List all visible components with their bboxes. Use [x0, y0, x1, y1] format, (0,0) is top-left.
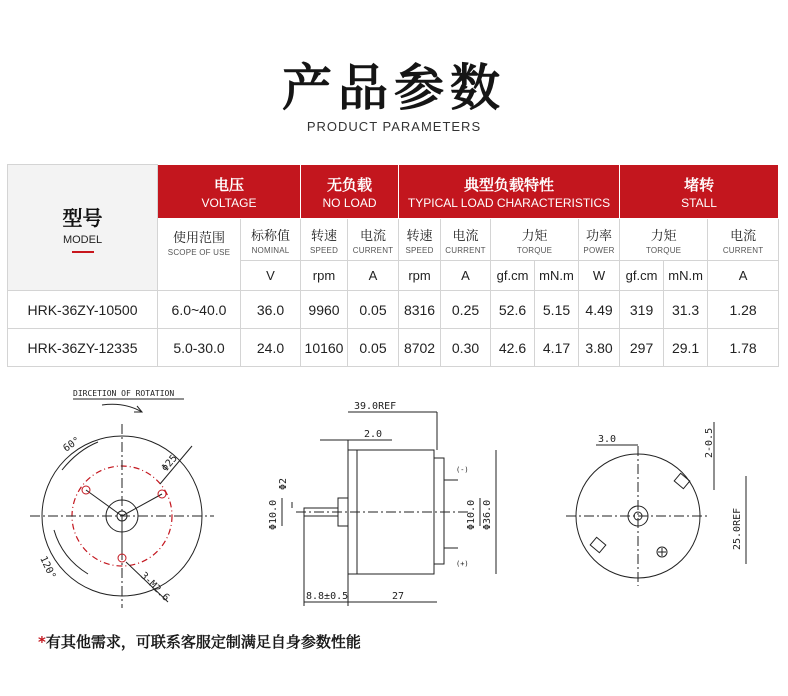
- unit-cell: rpm: [301, 261, 348, 291]
- subheader-tl-speed-en: SPEED: [405, 245, 434, 255]
- model-cell: HRK-36ZY-12335: [8, 329, 158, 367]
- table-cell: 0.05: [348, 329, 399, 367]
- subheader-nl-current-en: CURRENT: [352, 245, 394, 255]
- subheader-tl-speed: [399, 219, 441, 261]
- subheader-tl-speed-zh: 转速: [406, 228, 433, 244]
- rotation-arrow: [102, 404, 142, 412]
- subheader-tl-power: [579, 219, 620, 261]
- model-header-en: MODEL: [62, 234, 103, 246]
- group-stall: [620, 165, 779, 219]
- subheader-tl-current-zh: 电流: [452, 228, 479, 244]
- table-cell: 319: [620, 291, 664, 329]
- screw-label: 3-M2.6: [137, 570, 172, 604]
- subheader-st-current: [708, 219, 779, 261]
- subheader-nl-speed-en: SPEED: [309, 245, 339, 255]
- group-no-load-zh: 无负载: [327, 175, 373, 194]
- terminal-minus-label: (-): [456, 466, 469, 474]
- unit-cell: gf.cm: [491, 261, 535, 291]
- side-view: [268, 401, 496, 606]
- subheader-tl-torque-zh: 力矩: [521, 228, 548, 244]
- table-cell: 6.0~40.0: [158, 291, 241, 329]
- subheader-tl-torque: [491, 219, 579, 261]
- dim-width-label: 25.0REF: [732, 507, 743, 550]
- subheader-nominal-en: NOMINAL: [251, 245, 290, 255]
- subheader-tl-power-zh: 功率: [586, 228, 613, 244]
- group-no-load-en: NO LOAD: [322, 195, 377, 210]
- table-cell: 29.1: [664, 329, 708, 367]
- page-subtitle: PRODUCT PARAMETERS: [306, 119, 482, 134]
- subheader-range: [158, 219, 241, 291]
- front-view: [30, 389, 214, 608]
- table-cell: 0.30: [441, 329, 491, 367]
- unit-cell: W: [579, 261, 620, 291]
- group-stall-en: STALL: [681, 195, 717, 210]
- table-cell: 52.6: [491, 291, 535, 329]
- table-cell: 297: [620, 329, 664, 367]
- unit-cell: mN.m: [535, 261, 579, 291]
- unit-cell: V: [241, 261, 301, 291]
- screw-line-2: [122, 494, 162, 516]
- dim-body-dia-label: Φ36.0: [482, 499, 493, 530]
- table-cell: 1.28: [708, 291, 779, 329]
- angle-arc-120: [54, 530, 88, 574]
- note-text: 有其他需求，可联系客服定制满足自身参数性能: [45, 633, 361, 651]
- dia-25-label: Φ25: [159, 453, 180, 474]
- unit-cell: A: [348, 261, 399, 291]
- table-cell: 24.0: [241, 329, 301, 367]
- page-title: 产品参数: [282, 59, 506, 117]
- subheader-tl-current-en: CURRENT: [445, 245, 486, 255]
- table-row: [8, 291, 779, 329]
- table-cell: 5.0-30.0: [158, 329, 241, 367]
- table-cell: 0.05: [348, 291, 399, 329]
- terminal-plus-label: (+): [456, 560, 469, 568]
- dim-boss-left-label: Φ10.0: [268, 499, 279, 530]
- model-header: [8, 165, 158, 291]
- dim-length-label: 39.0REF: [354, 401, 397, 412]
- table-cell: 0.25: [441, 291, 491, 329]
- unit-cell: A: [441, 261, 491, 291]
- dim-terminal-label: 2-0.5: [704, 427, 715, 458]
- dim-shaft-len-label: 2.0: [364, 429, 383, 440]
- subheader-st-current-en: CURRENT: [722, 245, 764, 255]
- model-cell: HRK-36ZY-10500: [8, 291, 158, 329]
- angle-60-label: 60°: [61, 435, 83, 455]
- subheader-tl-power-en: POWER: [583, 245, 615, 255]
- subheader-range-zh: 使用范围: [172, 231, 225, 246]
- table-cell: 31.3: [664, 291, 708, 329]
- group-typical-zh: 典型负载特性: [464, 175, 555, 194]
- unit-cell: mN.m: [664, 261, 708, 291]
- table-cell: 3.80: [579, 329, 620, 367]
- table-cell: 1.78: [708, 329, 779, 367]
- group-voltage-zh: 电压: [213, 175, 244, 194]
- subheader-st-torque-zh: 力矩: [650, 228, 677, 244]
- subheader-nl-speed: [301, 219, 348, 261]
- angle-120-label: 120°: [37, 554, 58, 582]
- dim-boss-right-label: Φ10.0: [466, 499, 477, 530]
- dim-body-len-label: 27: [392, 591, 405, 602]
- terminal-tab-lower: [590, 537, 606, 552]
- table-cell: 4.49: [579, 291, 620, 329]
- subheader-tl-current: [441, 219, 491, 261]
- table-cell: 36.0: [241, 291, 301, 329]
- dim-shaft-dia-label: Φ2: [278, 477, 289, 490]
- table-row: [8, 329, 779, 367]
- table-cell: 4.17: [535, 329, 579, 367]
- group-typical-en: TYPICAL LOAD CHARACTERISTICS: [407, 195, 611, 210]
- group-typical-load: [399, 165, 620, 219]
- dim-offset-label: 3.0: [598, 434, 617, 445]
- table-cell: 9960: [301, 291, 348, 329]
- group-voltage-en: VOLTAGE: [201, 195, 257, 210]
- subheader-st-torque: [620, 219, 708, 261]
- group-no-load: [301, 165, 399, 219]
- group-voltage: [158, 165, 301, 219]
- subheader-nominal-zh: 标称值: [250, 228, 290, 244]
- technical-drawings: [0, 380, 788, 615]
- table-cell: 8316: [399, 291, 441, 329]
- model-header-zh: 型号: [62, 206, 103, 230]
- unit-cell: A: [708, 261, 779, 291]
- screw-line-1: [86, 490, 122, 516]
- unit-cell: gf.cm: [620, 261, 664, 291]
- model-header-accent: [72, 251, 94, 253]
- footer-note: [38, 631, 361, 652]
- terminal-tab-upper: [674, 473, 690, 488]
- subheader-st-current-zh: 电流: [730, 228, 757, 244]
- subheader-tl-torque-en: TORQUE: [516, 245, 553, 255]
- table-cell: 42.6: [491, 329, 535, 367]
- subheader-range-en: SCOPE OF USE: [167, 248, 231, 257]
- table-cell: 8702: [399, 329, 441, 367]
- subheader-nl-current-zh: 电流: [360, 228, 387, 244]
- parameters-table: [7, 164, 779, 367]
- unit-cell: rpm: [399, 261, 441, 291]
- note-star: *: [38, 633, 46, 651]
- subheader-nl-speed-zh: 转速: [310, 228, 337, 244]
- table-cell: 5.15: [535, 291, 579, 329]
- rear-view: [566, 422, 746, 586]
- end-cap: [434, 458, 444, 564]
- dim-shaft-ext-label: 8.8±0.5: [306, 591, 349, 602]
- subheader-st-torque-en: TORQUE: [645, 245, 682, 255]
- group-stall-zh: 堵转: [684, 175, 715, 194]
- subheader-nl-current: [348, 219, 399, 261]
- rotation-label: DIRCETION OF ROTATION: [73, 389, 175, 398]
- subheader-nominal: [241, 219, 301, 261]
- table-cell: 10160: [301, 329, 348, 367]
